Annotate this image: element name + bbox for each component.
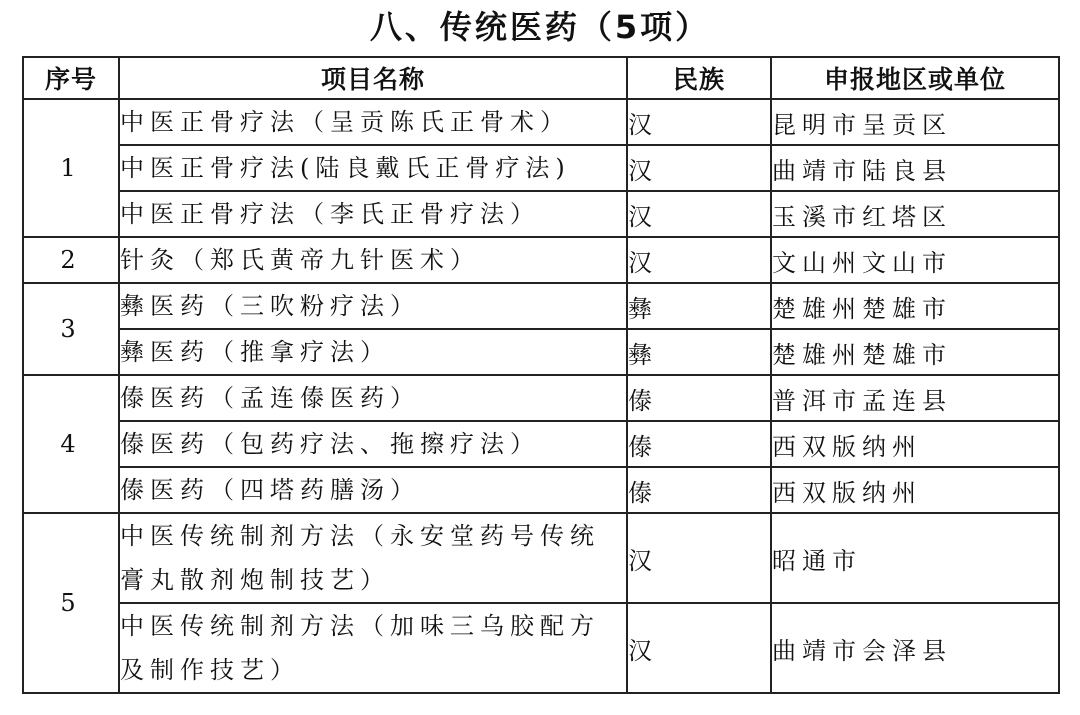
project-name-cell: 中医正骨疗法(陆良戴氏正骨疗法)	[119, 145, 627, 191]
table-row	[23, 513, 1059, 603]
seq-cell: 5	[23, 513, 119, 693]
seq-cell: 2	[23, 237, 119, 283]
table-row	[23, 237, 1059, 283]
project-name-cell: 傣医药（包药疗法、拖擦疗法）	[119, 421, 627, 467]
table-row	[23, 375, 1059, 421]
region-cell: 昭通市	[771, 513, 1059, 603]
table-row	[23, 283, 1059, 329]
region-cell: 曲靖市陆良县	[771, 145, 1059, 191]
header-row	[23, 57, 1059, 99]
table-row	[23, 329, 1059, 375]
ethnicity-cell: 傣	[627, 467, 771, 513]
region-cell: 西双版纳州	[771, 421, 1059, 467]
ethnicity-cell: 傣	[627, 421, 771, 467]
table-row	[23, 421, 1059, 467]
region-cell: 普洱市孟连县	[771, 375, 1059, 421]
project-name-cell: 中医传统制剂方法（永安堂药号传统膏丸散剂炮制技艺）	[119, 513, 627, 603]
table-row	[23, 145, 1059, 191]
ethnicity-cell: 汉	[627, 99, 771, 145]
region-cell: 楚雄州楚雄市	[771, 329, 1059, 375]
ethnicity-cell: 汉	[627, 237, 771, 283]
project-name-cell: 中医正骨疗法（呈贡陈氏正骨术）	[119, 99, 627, 145]
region-cell: 曲靖市会泽县	[771, 603, 1059, 693]
seq-cell: 1	[23, 99, 119, 237]
region-cell: 文山州文山市	[771, 237, 1059, 283]
ethnicity-cell: 傣	[627, 375, 771, 421]
header-ethnicity: 民族	[627, 57, 771, 99]
project-name-cell: 中医正骨疗法（李氏正骨疗法）	[119, 191, 627, 237]
ethnicity-cell: 彝	[627, 283, 771, 329]
header-name: 项目名称	[119, 57, 627, 99]
project-name-cell: 彝医药（推拿疗法）	[119, 329, 627, 375]
page-title: 八、传统医药（5项）	[369, 8, 711, 46]
seq-cell: 3	[23, 283, 119, 375]
header-region: 申报地区或单位	[771, 57, 1059, 99]
heritage-table	[22, 56, 1060, 694]
header-seq: 序号	[23, 57, 119, 99]
region-cell: 楚雄州楚雄市	[771, 283, 1059, 329]
seq-cell: 4	[23, 375, 119, 513]
project-name-cell: 中医传统制剂方法（加味三乌胶配方及制作技艺）	[119, 603, 627, 693]
table-row	[23, 467, 1059, 513]
project-name-cell: 针灸（郑氏黄帝九针医术）	[119, 237, 627, 283]
region-cell: 昆明市呈贡区	[771, 99, 1059, 145]
table-row	[23, 191, 1059, 237]
project-name-cell: 傣医药（孟连傣医药）	[119, 375, 627, 421]
ethnicity-cell: 汉	[627, 513, 771, 603]
ethnicity-cell: 汉	[627, 191, 771, 237]
table-row	[23, 99, 1059, 145]
region-cell: 西双版纳州	[771, 467, 1059, 513]
ethnicity-cell: 汉	[627, 603, 771, 693]
project-name-cell: 彝医药（三吹粉疗法）	[119, 283, 627, 329]
table-row	[23, 603, 1059, 693]
project-name-cell: 傣医药（四塔药膳汤）	[119, 467, 627, 513]
ethnicity-cell: 汉	[627, 145, 771, 191]
ethnicity-cell: 彝	[627, 329, 771, 375]
region-cell: 玉溪市红塔区	[771, 191, 1059, 237]
